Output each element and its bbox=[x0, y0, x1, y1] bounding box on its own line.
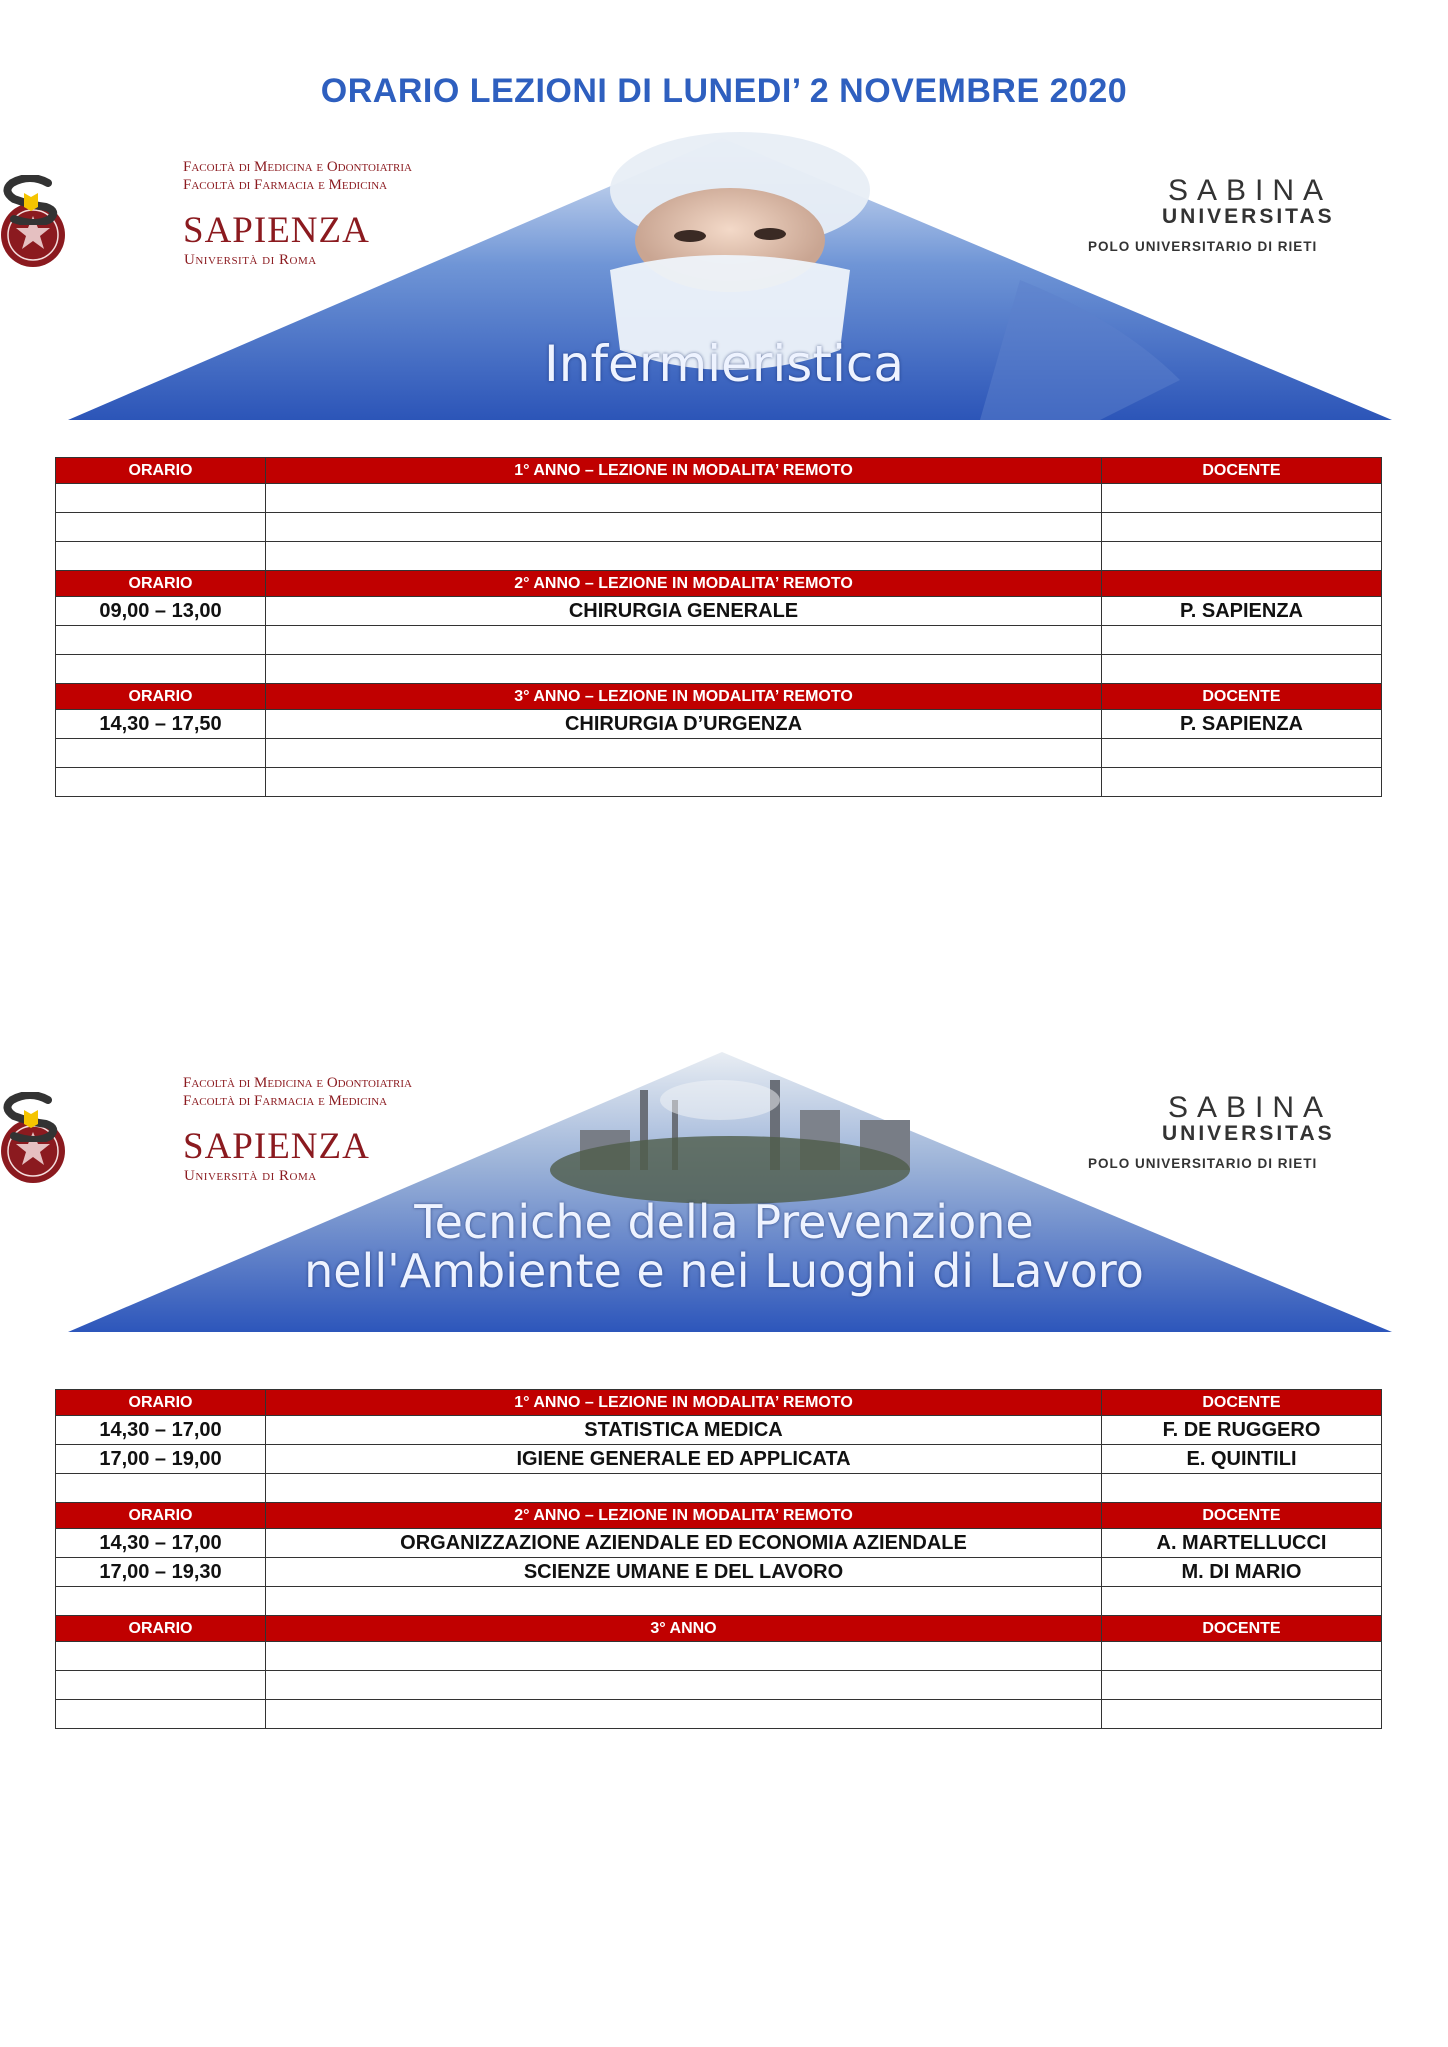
header-orario: ORARIO bbox=[56, 458, 266, 484]
cell-lezione bbox=[266, 1642, 1102, 1671]
cell-docente bbox=[1102, 1671, 1382, 1700]
cell-lezione bbox=[266, 1587, 1102, 1616]
banner-tecniche-prevenzione bbox=[0, 1040, 1448, 1340]
header-anno: 2° ANNO – LEZIONE IN MODALITA’ REMOTO bbox=[266, 1503, 1102, 1529]
cell-orario: 17,00 – 19,00 bbox=[56, 1445, 266, 1474]
header-orario: ORARIO bbox=[56, 1616, 266, 1642]
header-orario: ORARIO bbox=[56, 1503, 266, 1529]
table-row bbox=[56, 542, 1382, 571]
header-docente: DOCENTE bbox=[1102, 1503, 1382, 1529]
cell-lezione bbox=[266, 739, 1102, 768]
cell-lezione bbox=[266, 484, 1102, 513]
cell-docente bbox=[1102, 739, 1382, 768]
table-row bbox=[56, 655, 1382, 684]
banner-title-line-1: Tecniche della Prevenzione bbox=[414, 1195, 1034, 1249]
cell-orario bbox=[56, 1587, 266, 1616]
sapienza-name: SAPIENZA bbox=[183, 210, 370, 251]
sabina-universitas: UNIVERSITAS bbox=[1162, 1122, 1335, 1145]
table-row bbox=[56, 710, 1382, 739]
faculty-line-1: Facoltà di Medicina e Odontoiatria bbox=[183, 159, 412, 175]
cell-orario: 14,30 – 17,00 bbox=[56, 1529, 266, 1558]
banner-infermieristica bbox=[0, 120, 1448, 420]
cell-orario bbox=[56, 542, 266, 571]
table-row bbox=[56, 768, 1382, 797]
table-header-row bbox=[56, 1616, 1382, 1642]
cell-docente: M. DI MARIO bbox=[1102, 1558, 1382, 1587]
table-row bbox=[56, 513, 1382, 542]
cell-orario: 09,00 – 13,00 bbox=[56, 597, 266, 626]
header-anno: 3° ANNO – LEZIONE IN MODALITA’ REMOTO bbox=[266, 684, 1102, 710]
banner-title bbox=[0, 1195, 1448, 1298]
cell-lezione: ORGANIZZAZIONE AZIENDALE ED ECONOMIA AZIENDALE bbox=[266, 1529, 1102, 1558]
header-docente: DOCENTE bbox=[1102, 1390, 1382, 1416]
table-row bbox=[56, 484, 1382, 513]
header-docente: DOCENTE bbox=[1102, 1616, 1382, 1642]
sapienza-name: SAPIENZA bbox=[183, 1126, 370, 1167]
cell-orario bbox=[56, 655, 266, 684]
cell-docente: E. QUINTILI bbox=[1102, 1445, 1382, 1474]
table-header-row bbox=[56, 1503, 1382, 1529]
cell-docente bbox=[1102, 1700, 1382, 1729]
cell-docente bbox=[1102, 513, 1382, 542]
sabina-polo: POLO UNIVERSITARIO DI RIETI bbox=[1088, 239, 1318, 254]
table-row bbox=[56, 1445, 1382, 1474]
cell-orario: 14,30 – 17,00 bbox=[56, 1416, 266, 1445]
cell-docente: P. SAPIENZA bbox=[1102, 710, 1382, 739]
sapienza-subtitle: Università di Roma bbox=[184, 1168, 317, 1184]
banner-title-line-2: nell'Ambiente e nei Luoghi di Lavoro bbox=[304, 1243, 1144, 1298]
table-row bbox=[56, 1700, 1382, 1729]
sabina-universitas: UNIVERSITAS bbox=[1162, 205, 1335, 228]
cell-orario bbox=[56, 1700, 266, 1729]
table-row bbox=[56, 1474, 1382, 1503]
table-row bbox=[56, 739, 1382, 768]
table-row bbox=[56, 1558, 1382, 1587]
table-row bbox=[56, 1416, 1382, 1445]
faculty-names bbox=[183, 158, 412, 194]
faculty-names bbox=[183, 1074, 412, 1110]
header-anno: 1° ANNO – LEZIONE IN MODALITA’ REMOTO bbox=[266, 1390, 1102, 1416]
header-anno: 1° ANNO – LEZIONE IN MODALITA’ REMOTO bbox=[266, 458, 1102, 484]
cell-lezione: STATISTICA MEDICA bbox=[266, 1416, 1102, 1445]
table-header-row bbox=[56, 458, 1382, 484]
cell-docente bbox=[1102, 655, 1382, 684]
cell-docente bbox=[1102, 542, 1382, 571]
table-row bbox=[56, 1587, 1382, 1616]
cell-lezione: IGIENE GENERALE ED APPLICATA bbox=[266, 1445, 1102, 1474]
table-header-row bbox=[56, 1390, 1382, 1416]
banner-title: Infermieristica bbox=[544, 335, 904, 393]
cell-docente: P. SAPIENZA bbox=[1102, 597, 1382, 626]
table-header-row bbox=[56, 571, 1382, 597]
cell-docente bbox=[1102, 1642, 1382, 1671]
cell-lezione bbox=[266, 1671, 1102, 1700]
cell-orario: 17,00 – 19,30 bbox=[56, 1558, 266, 1587]
cell-docente bbox=[1102, 1587, 1382, 1616]
cell-lezione bbox=[266, 626, 1102, 655]
cell-docente bbox=[1102, 1474, 1382, 1503]
header-orario: ORARIO bbox=[56, 571, 266, 597]
faculty-line-2: Facoltà di Farmacia e Medicina bbox=[183, 1093, 388, 1109]
sabina-name: SABINA bbox=[1168, 174, 1333, 207]
cell-orario bbox=[56, 1642, 266, 1671]
cell-orario bbox=[56, 739, 266, 768]
header-anno: 3° ANNO bbox=[266, 1616, 1102, 1642]
table-header-row bbox=[56, 684, 1382, 710]
cell-lezione bbox=[266, 768, 1102, 797]
cell-orario bbox=[56, 484, 266, 513]
sapienza-subtitle: Università di Roma bbox=[184, 252, 317, 268]
header-docente: DOCENTE bbox=[1102, 458, 1382, 484]
sabina-polo: POLO UNIVERSITARIO DI RIETI bbox=[1088, 1156, 1318, 1171]
header-docente: DOCENTE bbox=[1102, 684, 1382, 710]
faculty-line-1: Facoltà di Medicina e Odontoiatria bbox=[183, 1075, 412, 1091]
cell-orario bbox=[56, 1474, 266, 1503]
cell-docente bbox=[1102, 626, 1382, 655]
cell-lezione bbox=[266, 655, 1102, 684]
cell-lezione bbox=[266, 1474, 1102, 1503]
cell-docente: A. MARTELLUCCI bbox=[1102, 1529, 1382, 1558]
page-title: ORARIO LEZIONI DI LUNEDI’ 2 NOVEMBRE 2020 bbox=[320, 72, 1128, 110]
cell-orario bbox=[56, 513, 266, 542]
cell-lezione: SCIENZE UMANE E DEL LAVORO bbox=[266, 1558, 1102, 1587]
cell-docente: F. DE RUGGERO bbox=[1102, 1416, 1382, 1445]
table-row bbox=[56, 1642, 1382, 1671]
cell-orario: 14,30 – 17,50 bbox=[56, 710, 266, 739]
header-anno: 2° ANNO – LEZIONE IN MODALITA’ REMOTO bbox=[266, 571, 1102, 597]
cell-docente bbox=[1102, 768, 1382, 797]
sabina-book-logo-icon bbox=[0, 175, 62, 225]
schedule-table-tecniche-prevenzione bbox=[55, 1389, 1382, 1729]
table-row bbox=[56, 1529, 1382, 1558]
header-docente bbox=[1102, 571, 1382, 597]
cell-lezione: CHIRURGIA D’URGENZA bbox=[266, 710, 1102, 739]
cell-lezione bbox=[266, 542, 1102, 571]
table-row bbox=[56, 1671, 1382, 1700]
schedule-table-infermieristica bbox=[55, 457, 1382, 797]
cell-orario bbox=[56, 626, 266, 655]
header-orario: ORARIO bbox=[56, 1390, 266, 1416]
sabina-name: SABINA bbox=[1168, 1091, 1333, 1124]
faculty-line-2: Facoltà di Farmacia e Medicina bbox=[183, 177, 388, 193]
cell-lezione bbox=[266, 1700, 1102, 1729]
cell-orario bbox=[56, 1671, 266, 1700]
cell-lezione: CHIRURGIA GENERALE bbox=[266, 597, 1102, 626]
cell-lezione bbox=[266, 513, 1102, 542]
table-row bbox=[56, 626, 1382, 655]
cell-orario bbox=[56, 768, 266, 797]
sabina-book-logo-icon bbox=[0, 1092, 62, 1142]
cell-docente bbox=[1102, 484, 1382, 513]
table-row bbox=[56, 597, 1382, 626]
header-orario: ORARIO bbox=[56, 684, 266, 710]
